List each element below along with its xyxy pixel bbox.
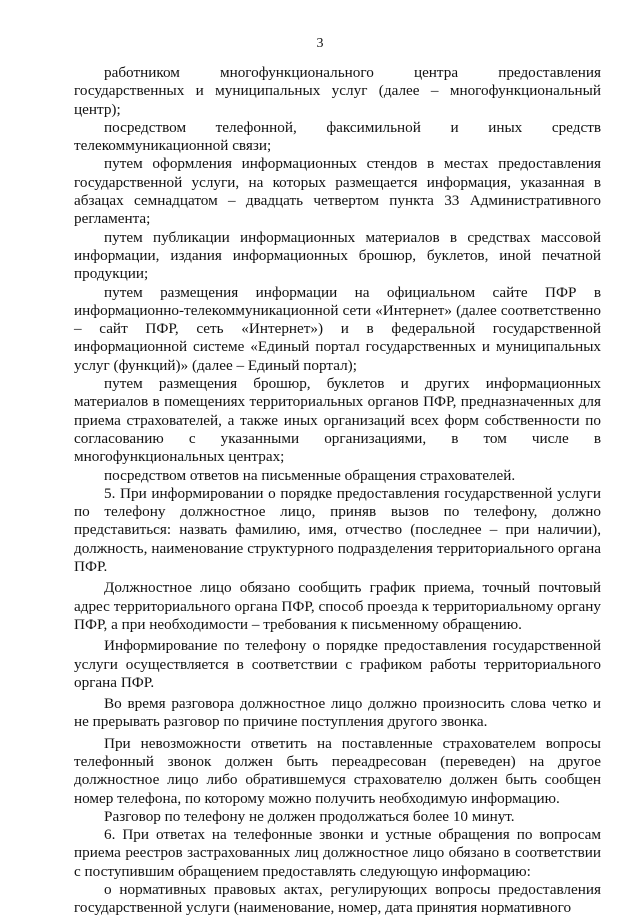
page-number: 3 <box>316 36 324 51</box>
paragraph: Разговор по телефону не должен продолжаться более 10 минут. <box>104 807 515 825</box>
paragraph: Должностное лицо обязано сообщить график приема, точный почтовый адрес территориального органа ПФР, способ проезда к территориальному органу ПФР, а при необходимости – требования к письменному обращению. <box>74 579 601 633</box>
paragraph: о нормативных правовых актах, регулирующих вопросы предоставления государственной услуги (наименование, номер, дата принятия нормативного <box>74 881 601 917</box>
paragraph: путем размещения брошюр, буклетов и других информационных материалов в помещениях территориальных органов ПФР, предназначенных для приема страхователей, а также иных организаций всех форм собственности по согласованию с указанными организациями, в том числе в многофункциональных центрах; <box>74 375 601 466</box>
paragraph: путем размещения информации на официальном сайте ПФР в информационно-телекоммуникационной сети «Интернет» (далее соответственно – сайт ПФР, сеть «Интернет») и в федеральной государственной информационной системе «Единый портал государственных и муниципальных услуг (функций)» (далее – Единый портал); <box>74 283 601 374</box>
paragraph: 5. При информировании о порядке предоставления государственной услуги по телефону должностное лицо, приняв вызов по телефону, должно представиться: назвать фамилию, имя, отчество (последнее – при наличии), должность, наименование структурного подразделения территориального органа ПФР. <box>74 484 601 576</box>
paragraph: Во время разговора должностное лицо должно произносить слова четко и не прерывать разговор по причине поступления другого звонка. <box>74 695 601 731</box>
paragraph: посредством телефонной, факсимильной и иных средств телекоммуникационной связи; <box>74 118 601 155</box>
paragraph: работником многофункционального центра предоставления государственных и муниципальных услуг (далее – многофункциональный центр); <box>74 64 601 118</box>
paragraph: путем публикации информационных материалов в средствах массовой информации, издания информационных брошюр, буклетов, иной печатной продукции; <box>74 228 601 283</box>
document-body <box>74 64 601 918</box>
paragraph: посредством ответов на письменные обращения страхователей. <box>104 466 516 484</box>
paragraph: 6. При ответах на телефонные звонки и устные обращения по вопросам приема реестров застрахованных лиц должностное лицо обязано в соответствии с поступившим обращением предоставлять следующую информацию: <box>74 826 601 880</box>
paragraph: Информирование по телефону о порядке предоставления государственной услуги осуществляется в соответствии с графиком работы территориального органа ПФР. <box>74 637 601 691</box>
paragraph: путем оформления информационных стендов в местах предоставления государственной услуги, на которых размещается информация, указанная в абзацах семнадцатом – двадцать четвертом пункта 33 Административного регламента; <box>74 155 601 228</box>
paragraph: При невозможности ответить на поставленные страхователем вопросы телефонный звонок должен быть переадресован (переведен) на другое должностное лицо либо обратившемуся страхователю должен быть сообщен номер телефона, по которому можно получить необходимую информацию. <box>74 734 601 807</box>
